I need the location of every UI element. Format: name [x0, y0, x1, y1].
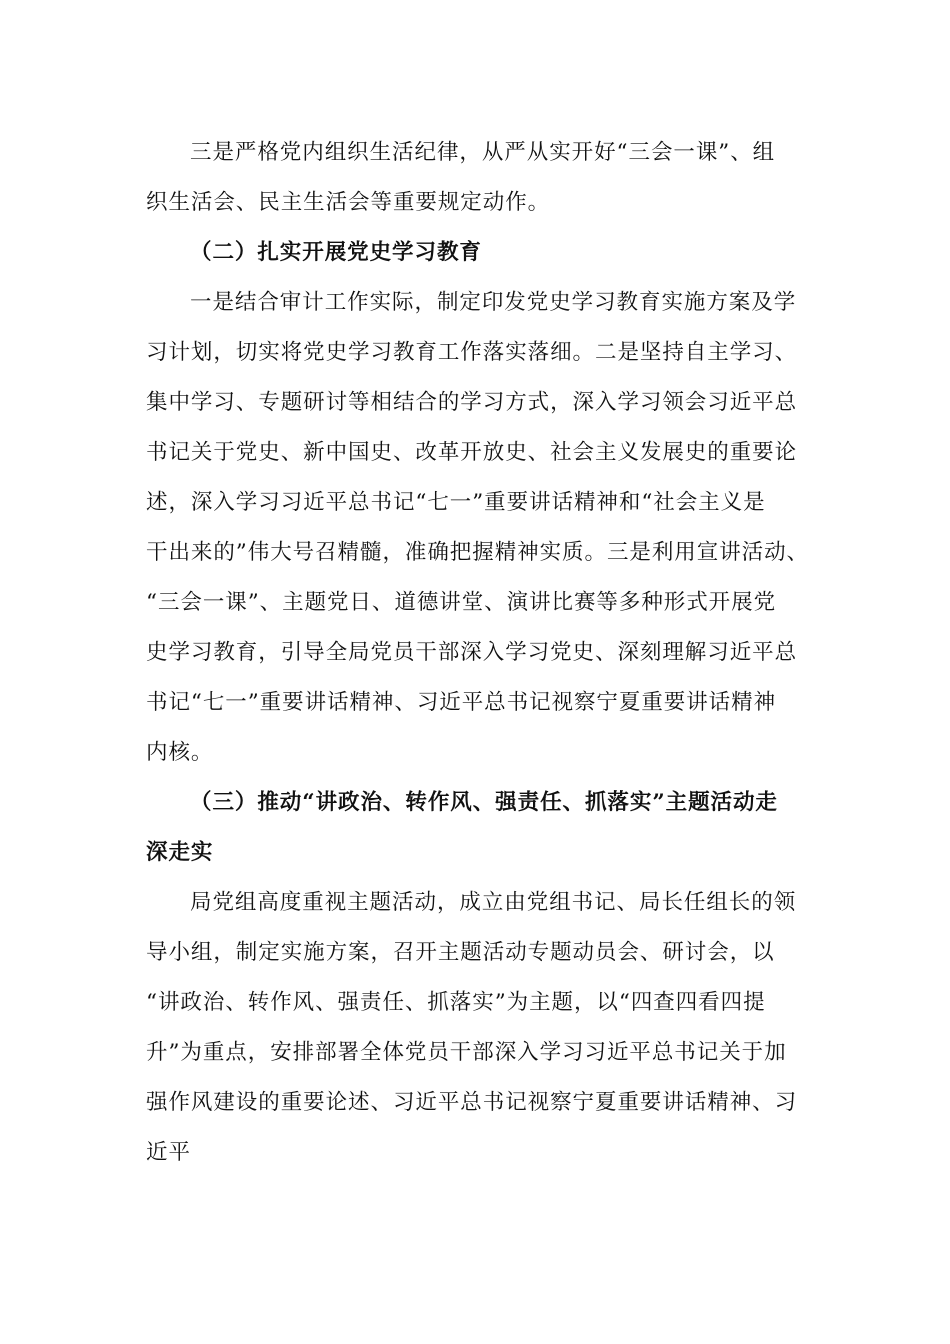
para3-line-2: 导小组，制定实施方案，召开主题活动专题动员会、研讨会，以 [146, 940, 775, 965]
para3-line-4: 升”为重点，安排部署全体党员干部深入学习习近平总书记关于加 [146, 1040, 787, 1065]
para2-line-8: 史学习教育，引导全局党员干部深入学习党史、深刻理解习近平总 [146, 640, 798, 665]
para2-line-1: 一是结合审计工作实际，制定印发党史学习教育实施方案及学 [190, 290, 797, 315]
para1-line-1: 三是严格党内组织生活纪律，从严从实开好“三会一课”、组 [190, 140, 776, 165]
para3-line-6: 近平 [146, 1140, 191, 1165]
para1-line-2: 织生活会、民主生活会等重要规定动作。 [146, 190, 551, 215]
para2-line-2: 习计划，切实将党史学习教育工作落实落细。二是坚持自主学习、 [146, 340, 798, 365]
para2-line-5: 述，深入学习习近平总书记“七一”重要讲话精神和“社会主义是 [146, 490, 766, 515]
para3-line-3: “讲政治、转作风、强责任、抓落实”为主题，以“四查四看四提 [146, 990, 766, 1015]
para3-line-5: 强作风建设的重要论述、习近平总书记视察宁夏重要讲话精神、习 [146, 1090, 798, 1115]
para2-line-3: 集中学习、专题研讨等相结合的学习方式，深入学习领会习近平总 [146, 390, 798, 415]
para2-line-4: 书记关于党史、新中国史、改革开放史、社会主义发展史的重要论 [146, 440, 798, 465]
para2-line-6: 干出来的”伟大号召精髓，准确把握精神实质。三是利用宣讲活动、 [146, 540, 809, 565]
section-heading-3-line-2: 深走实 [146, 840, 214, 865]
para3-line-1: 局党组高度重视主题活动，成立由党组书记、局长任组长的领 [190, 890, 797, 915]
section-heading-3-line-1: （三）推动“讲政治、转作风、强责任、抓落实”主题活动走 [190, 790, 778, 815]
para2-line-9: 书记“七一”重要讲话精神、习近平总书记视察宁夏重要讲话精神 [146, 690, 777, 715]
para2-line-10: 内核。 [146, 740, 214, 765]
para2-line-7: “三会一课”、主题党日、道德讲堂、演讲比赛等多种形式开展党 [146, 590, 777, 615]
section-heading-2: （二）扎实开展党史学习教育 [190, 240, 482, 265]
